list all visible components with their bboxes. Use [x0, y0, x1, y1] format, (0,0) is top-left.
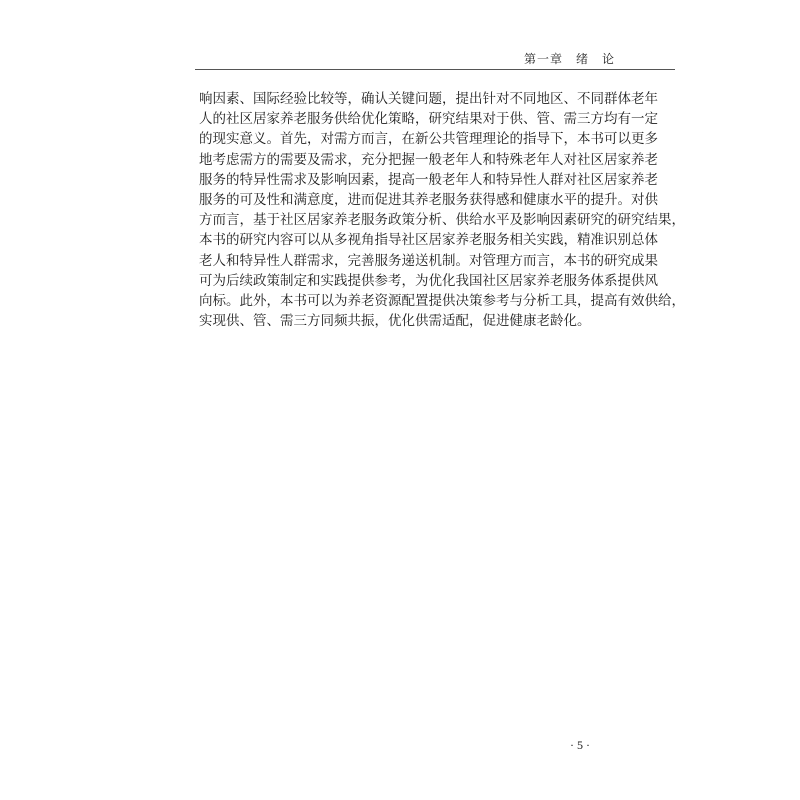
text-line: 人的社区居家养老服务供给优化策略，研究结果对于供、管、需三方均有一定	[199, 111, 658, 128]
text-line: 可为后续政策制定和实践提供参考，为优化我国社区居家养老服务体系提供风	[199, 272, 658, 289]
chapter-title: 第一章 绪 论	[523, 52, 615, 66]
text-line: 向标。此外，本书可以为养老资源配置提供决策参考与分析工具，提高有效供给，	[199, 292, 685, 309]
page-number: · 5 ·	[570, 738, 590, 752]
text-line: 地考虑需方的需要及需求，充分把握一般老年人和特殊老年人对社区居家养老	[199, 151, 658, 168]
body-paragraph	[199, 89, 685, 331]
text-line: 响因素、国际经验比较等，确认关键问题，提出针对不同地区、不同群体老年	[199, 91, 658, 107]
text-line: 服务的可及性和满意度，进而促进其养老服务获得感和健康水平的提升。对供	[199, 191, 658, 208]
text-line: 的现实意义。首先，对需方而言，在新公共管理理论的指导下，本书可以更多	[199, 131, 658, 148]
running-header	[195, 42, 675, 70]
text-line: 本书的研究内容可以从多视角指导社区居家养老服务相关实践，精准识别总体	[199, 232, 658, 249]
text-line: 老人和特异性人群需求，完善服务递送机制。对管理方而言，本书的研究成果	[199, 252, 658, 269]
text-line: 服务的特异性需求及影响因素，提高一般老年人和特异性人群对社区居家养老	[199, 171, 658, 188]
text-line: 方而言，基于社区居家养老服务政策分析、供给水平及影响因素研究的研究结果，	[199, 212, 685, 229]
text-line: 实现供、管、需三方同频共振，优化供需适配，促进健康老龄化。	[199, 313, 591, 330]
header-rule	[195, 69, 675, 70]
